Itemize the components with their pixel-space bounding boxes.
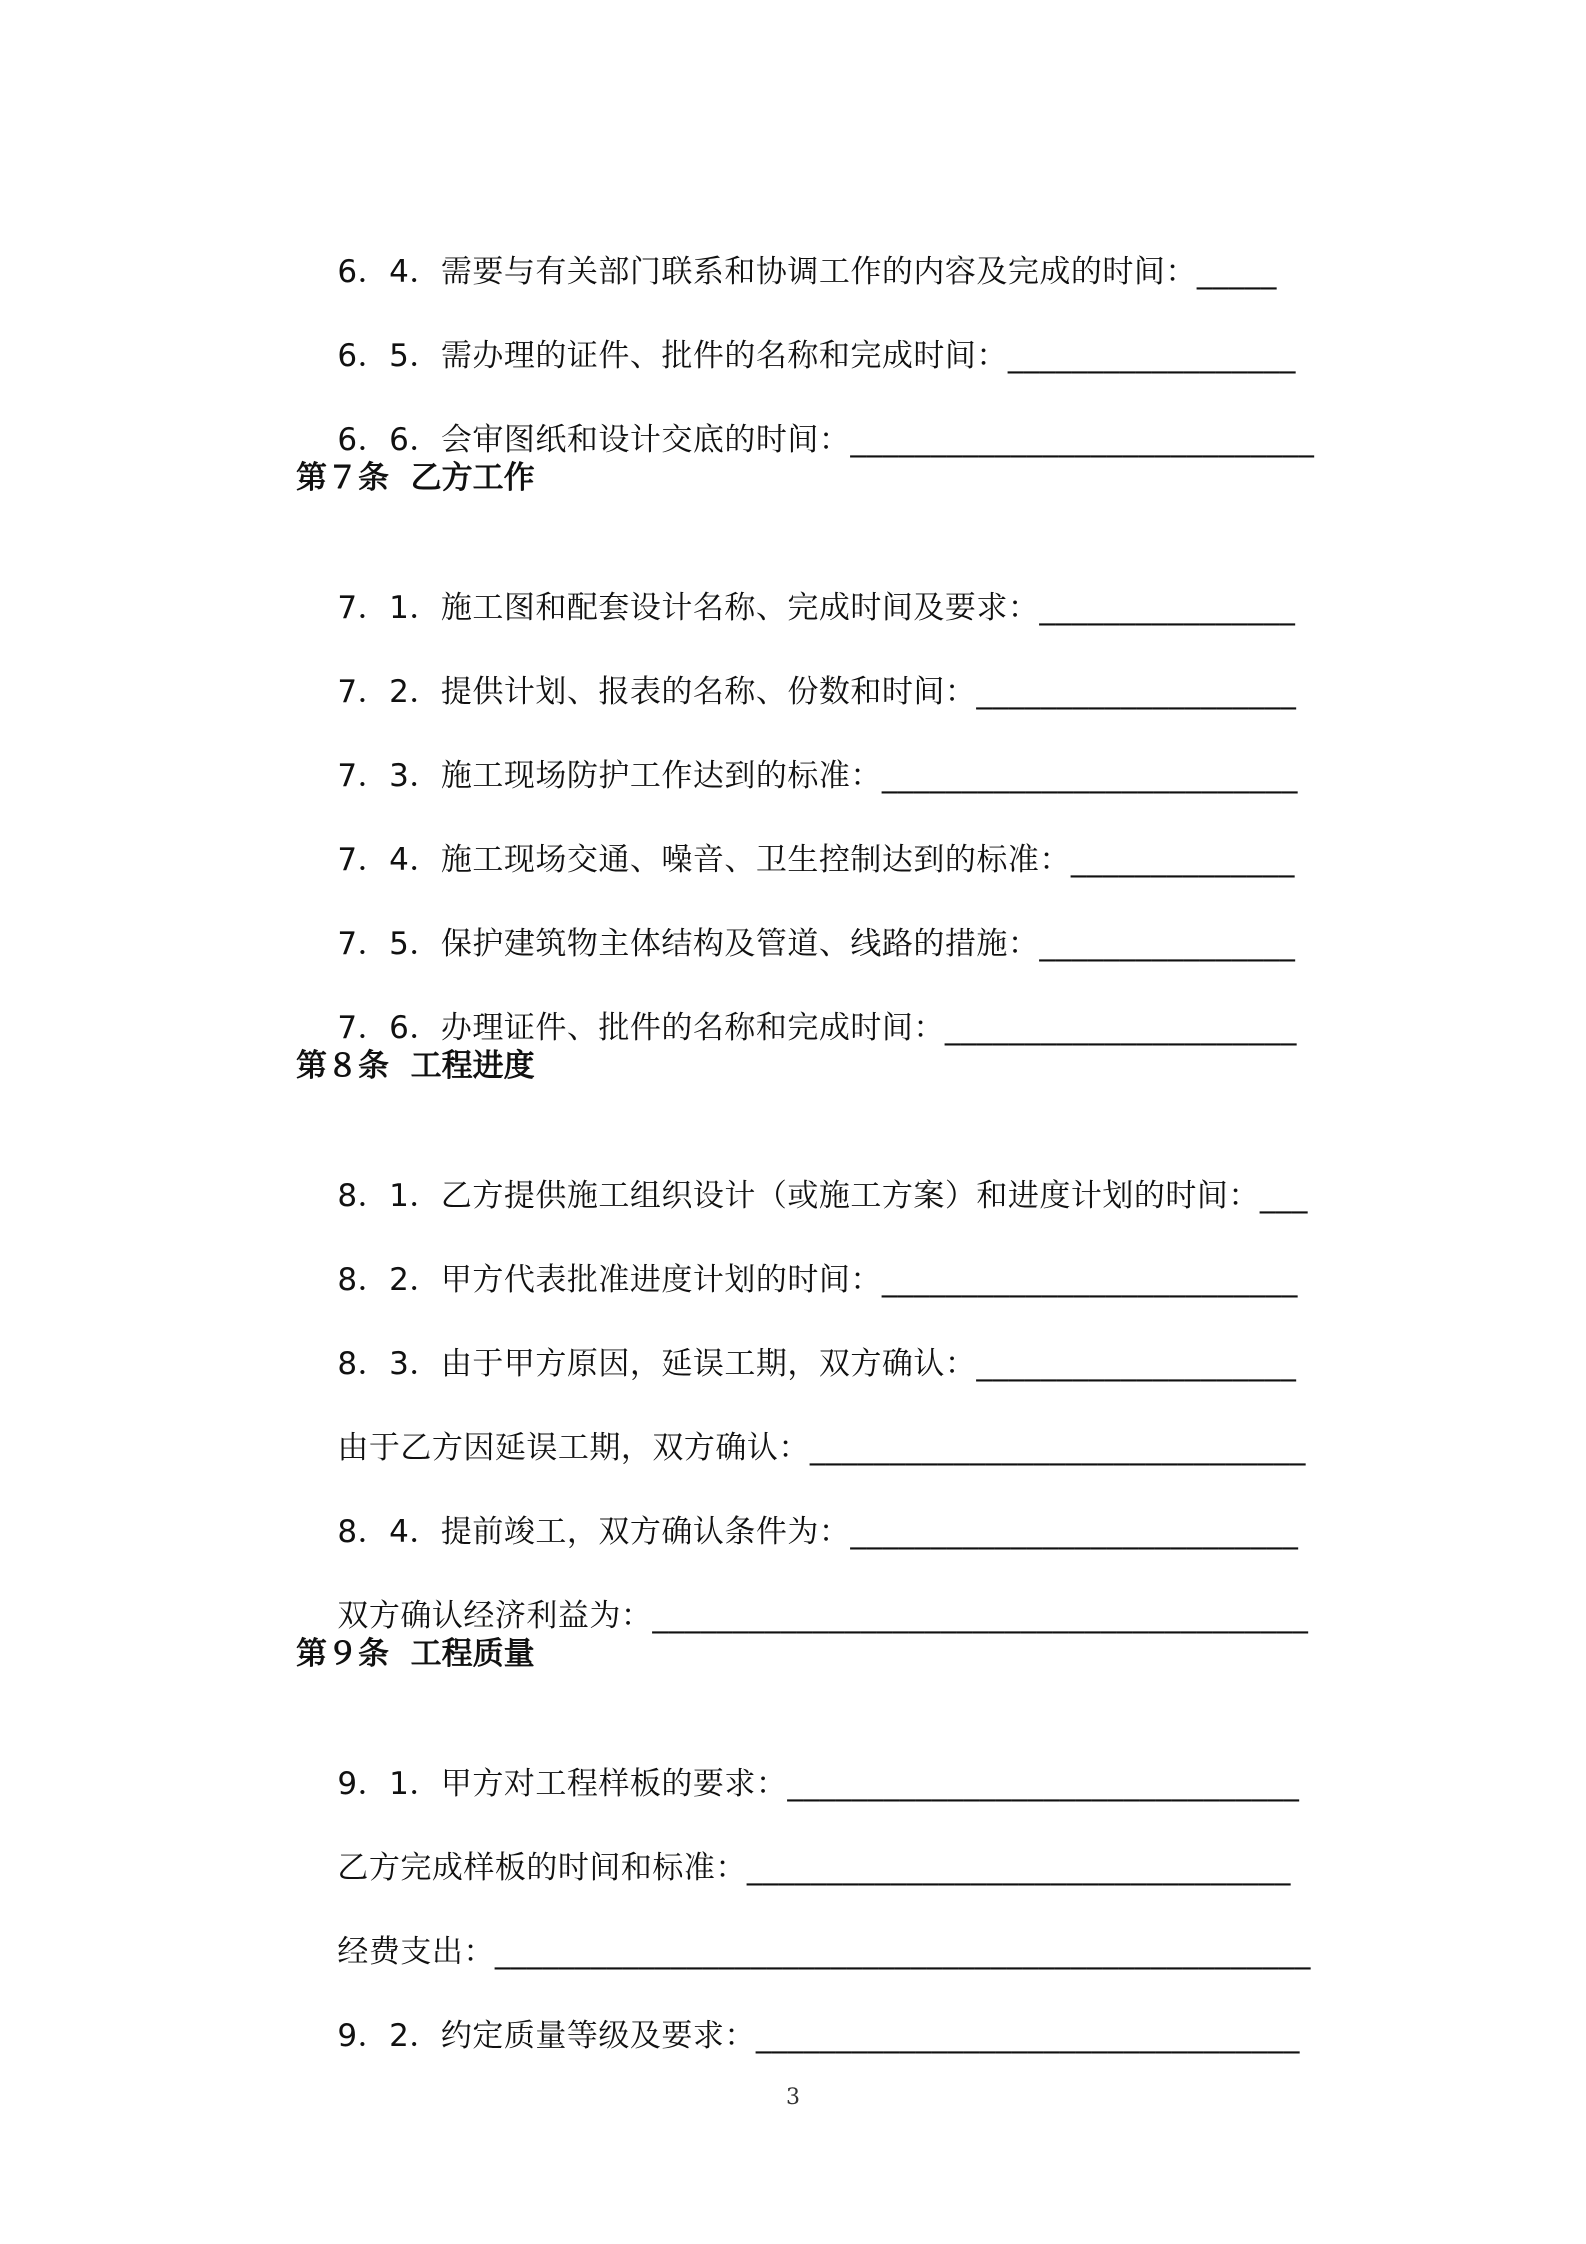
fill-in-blank[interactable]: _________________________________________ (652, 1598, 1309, 1634)
fill-in-blank[interactable]: __________________________ (881, 1262, 1298, 1298)
fill-in-blank[interactable]: __________________________________ (755, 2018, 1300, 2054)
fill-in-blank[interactable]: ________________ (1039, 926, 1296, 962)
clause-label: 乙方完成样板的时间和标准： (337, 1850, 747, 1886)
fill-in-blank[interactable]: __________________ (1007, 338, 1296, 374)
clause-label: 7．1．施工图和配套设计名称、完成时间及要求： (337, 590, 1040, 626)
clause-label: 8．4．提前竣工，双方确认条件为： (337, 1514, 851, 1550)
clause-label: 6．6．会审图纸和设计交底的时间： (337, 422, 851, 458)
fill-in-blank[interactable]: ___________________________________________________ (494, 1934, 1311, 1970)
fill-in-blank[interactable]: ____________________ (976, 674, 1297, 710)
clause-label: 由于乙方因延误工期，双方确认： (337, 1430, 810, 1466)
clause-label: 9．2．约定质量等级及要求： (337, 2018, 756, 2054)
fill-in-blank[interactable]: __________________________ (881, 758, 1298, 794)
clause-label: 8．2．甲方代表批准进度计划的时间： (337, 1262, 882, 1298)
fill-in-blank[interactable]: ______________ (1070, 842, 1295, 878)
clause-label: 6．4．需要与有关部门联系和协调工作的内容及完成的时间： (337, 254, 1197, 290)
clause-label: 双方确认经济利益为： (337, 1598, 653, 1634)
article-8-heading: 第８条 工程进度 (296, 1048, 535, 1084)
clause-label: 7．2．提供计划、报表的名称、份数和时间： (337, 674, 977, 710)
fill-in-blank[interactable]: ____________________________ (850, 1514, 1299, 1550)
article-7-heading: 第７条 乙方工作 (296, 460, 535, 496)
fill-in-blank[interactable]: ______________________ (944, 1010, 1297, 1046)
clause-label: 7．3．施工现场防护工作达到的标准： (337, 758, 882, 794)
fill-in-blank[interactable]: ________________ (1039, 590, 1296, 626)
fill-in-blank[interactable]: ____________________ (976, 1346, 1297, 1382)
clause-label: 8．1．乙方提供施工组织设计（或施工方案）和进度计划的时间： (337, 1178, 1260, 1214)
clause-9-2 (296, 1976, 1300, 2096)
article-9-heading: 第９条 工程质量 (296, 1636, 535, 1672)
clause-label: 7．6．办理证件、批件的名称和完成时间： (337, 1010, 945, 1046)
clause-label: 6．5．需办理的证件、批件的名称和完成时间： (337, 338, 1008, 374)
fill-in-blank[interactable]: ___ (1259, 1178, 1308, 1214)
fill-in-blank[interactable]: ________________________________ (787, 1766, 1300, 1802)
clause-label: 8．3．由于甲方原因，延误工期，双方确认： (337, 1346, 977, 1382)
clause-label: 7．4．施工现场交通、噪音、卫生控制达到的标准： (337, 842, 1071, 878)
clause-label: 经费支出： (337, 1934, 495, 1970)
fill-in-blank[interactable]: _______________________________ (809, 1430, 1306, 1466)
fill-in-blank[interactable]: _____________________________ (850, 422, 1315, 458)
page-number: 3 (786, 2085, 800, 2110)
fill-in-blank[interactable]: __________________________________ (746, 1850, 1291, 1886)
fill-in-blank[interactable]: _____ (1196, 254, 1277, 290)
clause-label: 9．1．甲方对工程样板的要求： (337, 1766, 788, 1802)
clause-label: 7．5．保护建筑物主体结构及管道、线路的措施： (337, 926, 1040, 962)
